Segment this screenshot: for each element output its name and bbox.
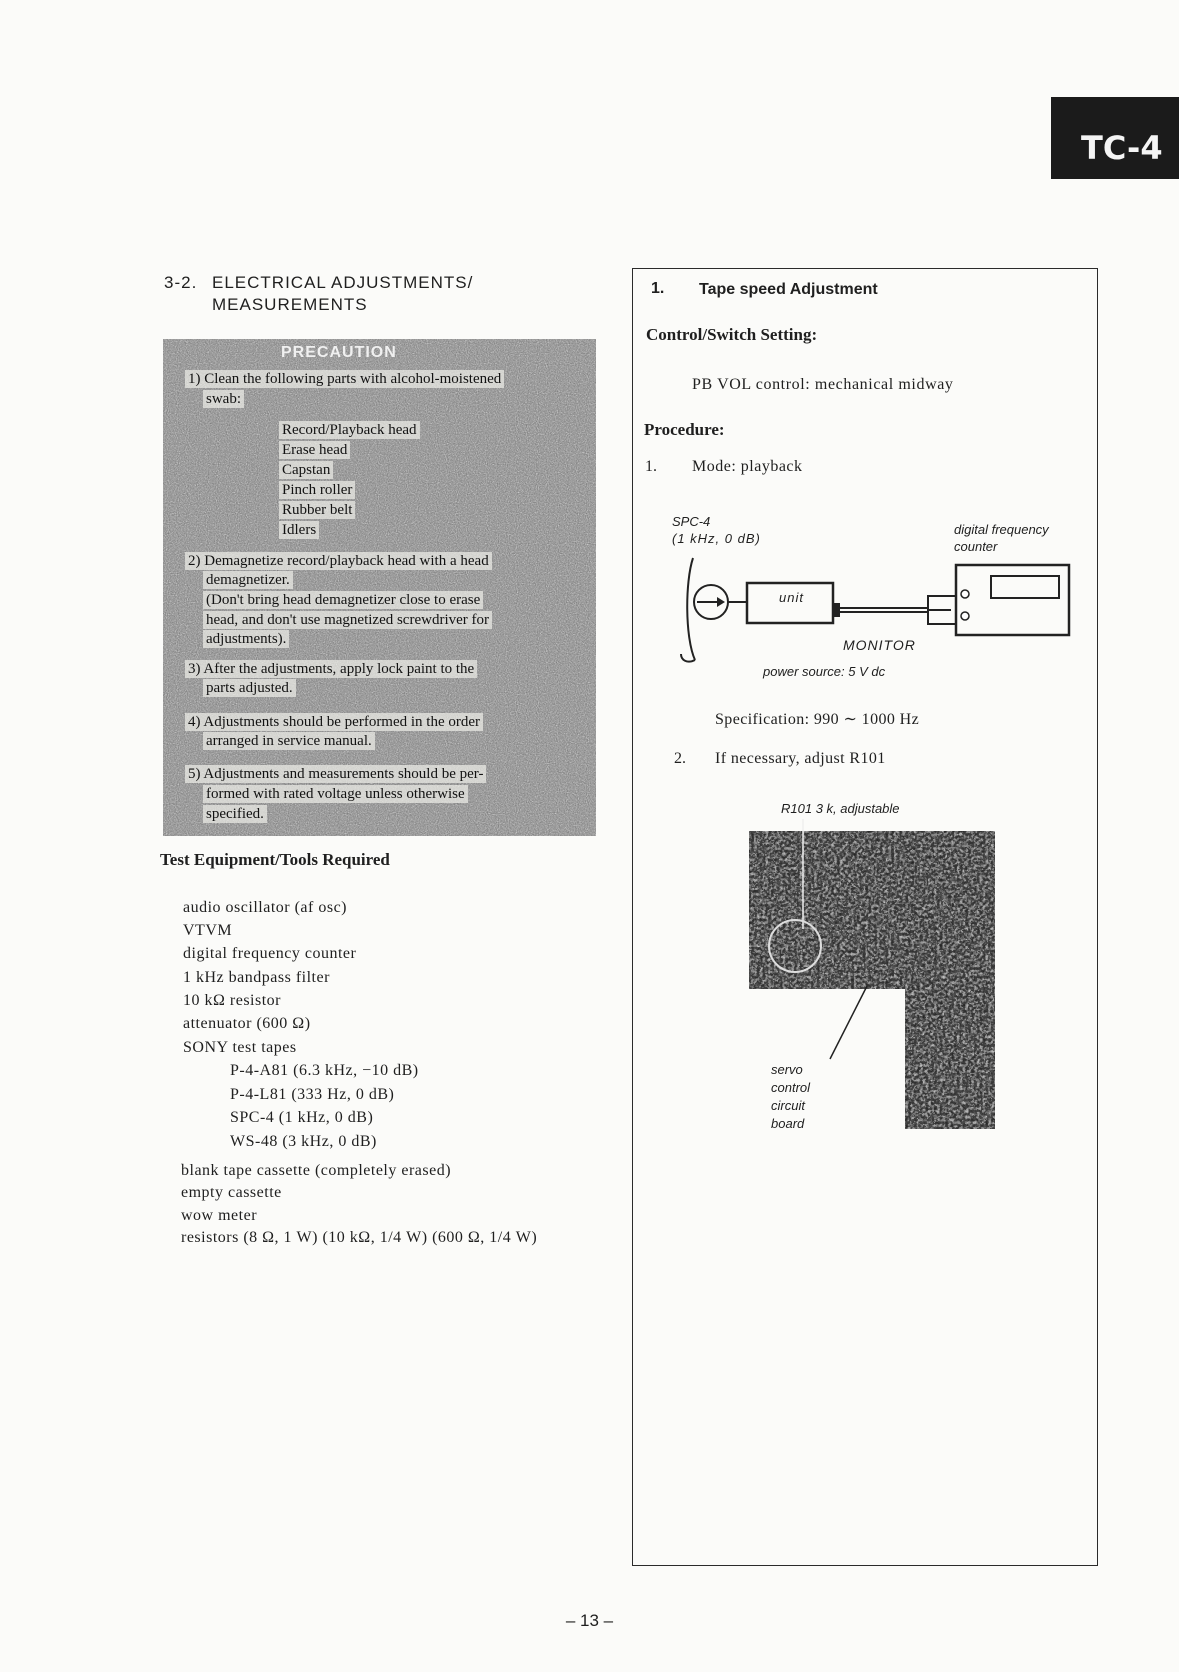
test-tape-item: P-4-A81 (6.3 kHz, −10 dB) [230,1062,419,1079]
tape-path [687,558,695,660]
procedure-step-1-text: Mode: playback [692,458,803,475]
connection-diagram [673,552,1073,672]
board-label [771,1061,810,1133]
test-tape-item: P-4-L81 (333 Hz, 0 dB) [230,1086,395,1103]
test-tape-item: SPC-4 (1 kHz, 0 dB) [230,1109,374,1126]
test-tape-item: WS-48 (3 kHz, 0 dB) [230,1133,377,1150]
equipment-heading: Test Equipment/Tools Required [160,850,390,869]
section-number: 3-2. [164,273,198,292]
precaution-box [163,339,596,836]
plug [833,603,840,617]
equipment-item: VTVM [183,922,233,939]
board-pointer-line [830,986,867,1059]
counter-terminal [961,612,969,620]
precaution-item-2-line-3: (Don't bring head demagnetizer close to erase [203,591,483,609]
precaution-item-5-line-1: 5) Adjustments and measurements should be per- [185,765,486,783]
photo-label: R101 3 k, adjustable [781,801,900,816]
precaution-item-5-line-3: specified. [203,805,267,823]
counter-label-line-1: digital frequency [954,522,1049,537]
precaution-item-2-line-2: demagnetizer. [203,571,293,589]
monitor-label: MONITOR [843,637,916,653]
power-label: power source: 5 V dc [763,664,886,679]
board-label-line: servo [771,1062,803,1077]
equipment-item: blank tape cassette (completely erased) [181,1162,452,1179]
precaution-item-2-line-5: adjustments). [203,630,289,648]
precaution-title: PRECAUTION [281,344,397,361]
page-number: – 13 – [565,1611,614,1630]
precaution-part: Record/Playback head [279,421,420,439]
precaution-item-2-line-1: 2) Demagnetize record/playback head with a head [185,552,492,570]
procedure-step-2-number: 2. [674,750,686,767]
precaution-item-4-line-2: arranged in service manual. [203,732,375,750]
equipment-item: audio oscillator (af osc) [183,899,347,916]
precaution-part: Erase head [279,441,350,459]
section-title [212,272,522,316]
precaution-part: Pinch roller [279,481,355,499]
precaution-item-3-line-2: parts adjusted. [203,679,296,697]
equipment-item: attenuator (600 Ω) [183,1015,311,1032]
counter-terminal [961,590,969,598]
specification: Specification: 990 ∼ 1000 Hz [715,711,920,728]
board-label-line: circuit [771,1098,805,1113]
equipment-item: resistors (8 Ω, 1 W) (10 kΩ, 1/4 W) (600 Ω, 1/4 W) [181,1229,538,1246]
equipment-item: 10 kΩ resistor [183,992,281,1009]
counter-label-line-2: counter [954,539,998,554]
precaution-item-4-line-1: 4) Adjustments should be performed in the order [185,713,483,731]
precaution-item-1-line-1: 1) Clean the following parts with alcohol-moistened [185,370,504,388]
precaution-item-2-line-4: head, and don't use magnetized screwdriver for [203,611,492,629]
equipment-item: SONY test tapes [183,1039,297,1056]
step-number: 1. [651,280,665,297]
control-heading: Control/Switch Setting: [646,325,818,344]
board-label-line: board [771,1116,805,1131]
precaution-part: Capstan [279,461,333,479]
tape-head-arrowhead [717,597,725,607]
procedure-box [632,268,1098,1566]
tape-label-line-2: (1 kHz, 0 dB) [672,531,761,546]
model-tag: TC-4 [1051,97,1179,179]
step-title: Tape speed Adjustment [699,281,878,298]
board-label-line: control [771,1080,811,1095]
control-value: PB VOL control: mechanical midway [692,376,954,393]
precaution-item-5-line-2: formed with rated voltage unless otherwise [203,785,468,803]
precaution-part: Rubber belt [279,501,355,519]
section-title-line-1: ELECTRICAL ADJUSTMENTS/ [212,273,474,292]
tape-label-line-1: SPC-4 [672,514,711,529]
counter-display [991,576,1059,598]
procedure-step-2-text: If necessary, adjust R101 [715,750,886,767]
equipment-item: 1 kHz bandpass filter [183,969,330,986]
precaution-part: Idlers [279,521,319,539]
equipment-item: digital frequency counter [183,945,357,962]
precaution-item-3-line-1: 3) After the adjustments, apply lock paint to the [185,660,477,678]
equipment-item: empty cassette [181,1184,282,1201]
unit-label: unit [779,590,804,605]
equipment-item: wow meter [181,1207,258,1224]
section-title-line-2: MEASUREMENTS [212,295,368,314]
procedure-heading: Procedure: [644,420,725,439]
precaution-item-1-line-2: swab: [203,390,244,408]
procedure-step-1-number: 1. [645,458,657,475]
